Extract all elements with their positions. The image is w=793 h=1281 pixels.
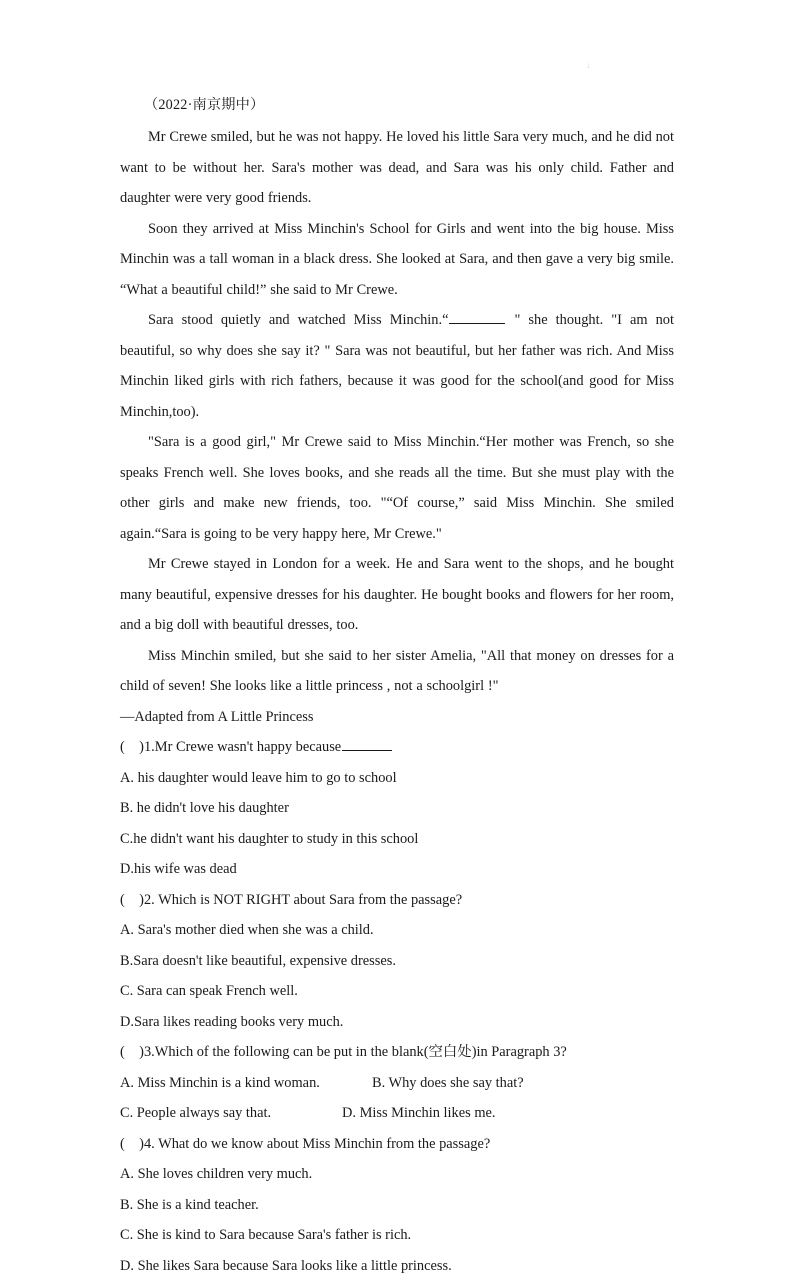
question-3-options-row-2 [120,1098,674,1129]
question-1-answer-blank [342,737,392,751]
question-3-answer-box[interactable]: ( )3. [120,1044,155,1060]
question-3-text: Which of the following can be put in the blank(空白处)in Paragraph 3? [155,1044,567,1060]
passage-paragraph-3 [120,305,674,427]
question-2-text: Which is NOT RIGHT about Sara from the passage? [155,892,462,908]
question-1-answer-box[interactable]: ( )1. [120,739,155,755]
document-content [120,92,674,1281]
question-2-answer-box[interactable]: ( )2. [120,892,155,908]
question-3-option-c[interactable]: C. People always say that. [120,1098,342,1129]
watermark-artifact-icon: ↓ [586,61,590,70]
question-4-stem [120,1129,674,1160]
question-3-options-row-1 [120,1068,674,1099]
passage-attribution: —Adapted from A Little Princess [120,702,674,733]
question-2-stem [120,885,674,916]
question-1-option-c[interactable]: C.he didn't want his daughter to study in this school [120,824,674,855]
question-4-answer-box[interactable]: ( )4. [120,1136,155,1152]
question-3-option-a[interactable]: A. Miss Minchin is a kind woman. [120,1068,372,1099]
exam-source-tag: （2022·南京期中） [120,92,674,118]
paragraph-3-answer-blank [449,310,505,324]
question-1-option-a[interactable]: A. his daughter would leave him to go to school [120,763,674,794]
paragraph-3-text-after-blank: " she thought. "I am not beautiful, so why does she say it? " Sara was not beautiful, but her father was rich. And Miss Minchin liked girls with rich fathers, because it was good for the school(and good for Miss Minchin,too). [120,312,674,420]
question-2-option-c[interactable]: C. Sara can speak French well. [120,976,674,1007]
question-3-option-b[interactable]: B. Why does she say that? [372,1068,674,1099]
question-4-option-b[interactable]: B. She is a kind teacher. [120,1190,674,1221]
question-4-option-a[interactable]: A. She loves children very much. [120,1159,674,1190]
question-2-option-b[interactable]: B.Sara doesn't like beautiful, expensive dresses. [120,946,674,977]
question-4-option-c[interactable]: C. She is kind to Sara because Sara's father is rich. [120,1220,674,1251]
question-3-stem [120,1037,674,1068]
question-4-text: What do we know about Miss Minchin from the passage? [155,1136,490,1152]
question-3-option-d[interactable]: D. Miss Minchin likes me. [342,1098,674,1129]
passage-paragraph-5: Mr Crewe stayed in London for a week. He and Sara went to the shops, and he bought many beautiful, expensive dresses for his daughter. He bought books and flowers for her room, and a big doll with beautiful dresses, too. [120,549,674,641]
question-1-option-b[interactable]: B. he didn't love his daughter [120,793,674,824]
passage-paragraph-2: Soon they arrived at Miss Minchin's School for Girls and went into the big house. Miss Minchin was a tall woman in a black dress. She looked at Sara, and then gave a very big smile. “What a beautiful child!” she said to Mr Crewe. [120,214,674,306]
question-2-option-d[interactable]: D.Sara likes reading books very much. [120,1007,674,1038]
question-1-text: Mr Crewe wasn't happy because [155,739,341,755]
question-4-option-d[interactable]: D. She likes Sara because Sara looks like a little princess. [120,1251,674,1281]
passage-paragraph-1: Mr Crewe smiled, but he was not happy. He loved his little Sara very much, and he did not want to be without her. Sara's mother was dead, and Sara was his only child. Father and daughter were very good friends. [120,122,674,214]
passage-paragraph-6: Miss Minchin smiled, but she said to her sister Amelia, "All that money on dresses for a child of seven! She looks like a little princess , not a schoolgirl !" [120,641,674,702]
question-1-option-d[interactable]: D.his wife was dead [120,854,674,885]
passage-paragraph-4: "Sara is a good girl," Mr Crewe said to Miss Minchin.“Her mother was French, so she speaks French well. She loves books, and she reads all the time. But she must play with the other girls and make new friends, too. "“Of course,” said Miss Minchin. She smiled again.“Sara is going to be very happy here, Mr Crewe." [120,427,674,549]
question-1-stem [120,732,674,763]
question-2-option-a[interactable]: A. Sara's mother died when she was a child. [120,915,674,946]
paragraph-3-text-before-blank: Sara stood quietly and watched Miss Minchin.“ [148,312,448,328]
